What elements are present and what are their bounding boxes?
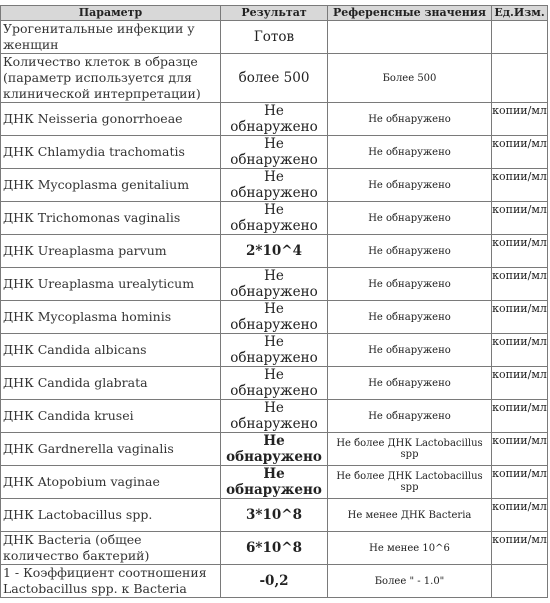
reference-cell: Более 500 <box>328 54 492 103</box>
result-cell: Не обнаружено <box>221 268 328 301</box>
param-cell: ДНК Ureaplasma parvum <box>1 235 221 268</box>
unit-cell <box>492 54 548 103</box>
unit-cell: копии/мл <box>492 499 548 532</box>
reference-cell <box>328 21 492 54</box>
header-unit: Ед.Изм. <box>492 6 548 21</box>
reference-cell: Не более ДНК Lactobacillus spp <box>328 433 492 466</box>
param-cell: ДНК Lactobacillus spp. <box>1 499 221 532</box>
result-cell: Не обнаружено <box>221 169 328 202</box>
reference-cell: Не обнаружено <box>328 202 492 235</box>
param-cell: Урогенитальные инфекции у женщин <box>1 21 221 54</box>
result-cell: Не обнаружено <box>221 334 328 367</box>
table-row <box>1 532 548 565</box>
reference-cell: Не обнаружено <box>328 103 492 136</box>
reference-cell: Не обнаружено <box>328 268 492 301</box>
reference-cell: Не менее ДНК Bacteria <box>328 499 492 532</box>
param-cell: 1 - Коэффициент соотношения Lactobacillus spp. к Bacteria <box>1 565 221 598</box>
param-cell: ДНК Bacteria (общее количество бактерий) <box>1 532 221 565</box>
unit-cell: копии/мл <box>492 532 548 565</box>
header-result: Результат <box>221 6 328 21</box>
result-cell: 3*10^8 <box>221 499 328 532</box>
table-row <box>1 565 548 598</box>
result-cell: Готов <box>221 21 328 54</box>
result-cell: 2*10^4 <box>221 235 328 268</box>
table-row <box>1 136 548 169</box>
reference-cell: Не более ДНК Lactobacillus spp <box>328 466 492 499</box>
table-body <box>1 21 548 598</box>
param-cell: ДНК Mycoplasma genitalium <box>1 169 221 202</box>
table-row <box>1 466 548 499</box>
unit-cell: копии/мл <box>492 367 548 400</box>
reference-cell: Не обнаружено <box>328 169 492 202</box>
unit-cell: копии/мл <box>492 400 548 433</box>
table-row <box>1 21 548 54</box>
result-cell: более 500 <box>221 54 328 103</box>
reference-cell: Не обнаружено <box>328 367 492 400</box>
table-row <box>1 268 548 301</box>
results-table <box>0 5 548 598</box>
table-row <box>1 103 548 136</box>
table-row <box>1 433 548 466</box>
table-row <box>1 400 548 433</box>
result-cell: Не обнаружено <box>221 202 328 235</box>
reference-cell: Не обнаружено <box>328 235 492 268</box>
unit-cell: копии/мл <box>492 268 548 301</box>
param-cell: ДНК Chlamydia trachomatis <box>1 136 221 169</box>
table-row <box>1 54 548 103</box>
reference-cell: Не обнаружено <box>328 400 492 433</box>
param-cell: ДНК Candida krusei <box>1 400 221 433</box>
unit-cell: копии/мл <box>492 433 548 466</box>
header-reference: Референсные значения <box>328 6 492 21</box>
param-cell: Количество клеток в образце (параметр используется для клинической интерпретации) <box>1 54 221 103</box>
param-cell: ДНК Trichomonas vaginalis <box>1 202 221 235</box>
param-cell: ДНК Candida albicans <box>1 334 221 367</box>
table-row <box>1 202 548 235</box>
result-cell: Не обнаружено <box>221 367 328 400</box>
table-header-row <box>1 6 548 21</box>
table-row <box>1 301 548 334</box>
result-cell: Не обнаружено <box>221 103 328 136</box>
result-cell: Не обнаружено <box>221 136 328 169</box>
param-cell: ДНК Mycoplasma hominis <box>1 301 221 334</box>
param-cell: ДНК Candida glabrata <box>1 367 221 400</box>
param-cell: ДНК Atopobium vaginae <box>1 466 221 499</box>
header-parameter: Параметр <box>1 6 221 21</box>
unit-cell <box>492 21 548 54</box>
param-cell: ДНК Gardnerella vaginalis <box>1 433 221 466</box>
reference-cell: Не обнаружено <box>328 334 492 367</box>
unit-cell: копии/мл <box>492 169 548 202</box>
unit-cell: копии/мл <box>492 466 548 499</box>
result-cell: 6*10^8 <box>221 532 328 565</box>
unit-cell: копии/мл <box>492 235 548 268</box>
reference-cell: Не обнаружено <box>328 301 492 334</box>
unit-cell: копии/мл <box>492 202 548 235</box>
result-cell: Не обнаружено <box>221 400 328 433</box>
result-cell: Не обнаружено <box>221 301 328 334</box>
result-cell: Не обнаружено <box>221 433 328 466</box>
unit-cell <box>492 565 548 598</box>
param-cell: ДНК Ureaplasma urealyticum <box>1 268 221 301</box>
table-row <box>1 334 548 367</box>
page-footer-strip <box>0 598 550 603</box>
unit-cell: копии/мл <box>492 136 548 169</box>
result-cell: -0,2 <box>221 565 328 598</box>
reference-cell: Не менее 10^6 <box>328 532 492 565</box>
unit-cell: копии/мл <box>492 301 548 334</box>
unit-cell: копии/мл <box>492 103 548 136</box>
table-row <box>1 499 548 532</box>
table-row <box>1 235 548 268</box>
unit-cell: копии/мл <box>492 334 548 367</box>
reference-cell: Более " - 1.0" <box>328 565 492 598</box>
param-cell: ДНК Neisseria gonorrhoeae <box>1 103 221 136</box>
reference-cell: Не обнаружено <box>328 136 492 169</box>
result-cell: Не обнаружено <box>221 466 328 499</box>
table-row <box>1 169 548 202</box>
table-row <box>1 367 548 400</box>
